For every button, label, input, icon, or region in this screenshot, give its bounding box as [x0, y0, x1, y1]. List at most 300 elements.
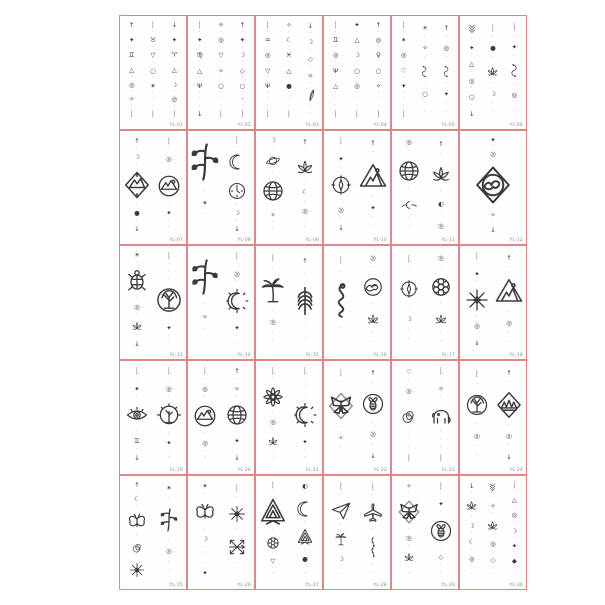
symbol-glyph: ✶: [202, 199, 208, 208]
dot-ornament: ·: [476, 261, 478, 267]
dot-ornament: ·: [136, 554, 138, 560]
lotus-icon: [267, 435, 279, 447]
symbol-glyph: ♓: [286, 51, 292, 60]
dot-ornament: ·: [372, 301, 374, 307]
symbol-glyph: ✶: [400, 36, 407, 45]
tattoo-card-yl-03: [255, 15, 323, 130]
symbol-glyph: ↑: [239, 21, 246, 30]
symbol-glyph: ◎: [511, 511, 518, 520]
tattoo-card-yl-06: [459, 15, 527, 130]
dot-ornament: ·: [372, 381, 374, 387]
design-strip: [393, 135, 425, 235]
dot-ornament: ·: [168, 496, 170, 502]
dot-ornament: ◦: [470, 571, 473, 577]
dot-ornament: ·: [377, 44, 380, 50]
symbol-glyph: ↓: [307, 21, 314, 30]
card-label: YL-15: [305, 352, 319, 358]
dot-ornament: ·: [152, 44, 154, 50]
card-label: YL-10: [373, 237, 387, 243]
symbol-glyph: ◎: [506, 431, 512, 440]
dot-ornament: ·: [513, 53, 516, 59]
scurl-icon: [507, 63, 522, 78]
symbol-glyph: ↑: [443, 23, 450, 32]
dot-ornament: ·: [334, 90, 337, 96]
symbol-glyph: ┊: [339, 256, 343, 264]
lotus-icon: [131, 320, 143, 332]
dot-ornament: ·: [204, 527, 206, 533]
symbol-glyph: ▽: [150, 51, 156, 60]
fern-icon: [289, 285, 321, 317]
dot-ornament: ·: [402, 103, 405, 109]
dot-ornament: ·: [372, 330, 374, 336]
card-label: YL-23: [441, 467, 455, 473]
symbol-glyph: ↑: [302, 137, 308, 146]
dot-ornament: ·: [476, 421, 478, 427]
dot-ornament: ◦: [219, 97, 223, 103]
dot-ornament: ·: [424, 34, 426, 40]
dot-ornament: ·: [334, 29, 337, 35]
symbol-glyph: ☽: [338, 554, 344, 563]
dot-ornament: ·: [272, 449, 274, 455]
dot-ornament: ◦: [491, 110, 495, 115]
dot-ornament: ·: [304, 324, 306, 329]
symbol-glyph: ┊: [491, 23, 495, 32]
design-strip: [325, 250, 357, 350]
dot-ornament: ·: [492, 34, 494, 40]
dot-ornament: ·: [168, 537, 170, 543]
dot-ornament: ·: [272, 489, 274, 495]
dot-ornament: ·: [204, 545, 206, 551]
dot-ornament: ◦: [167, 456, 171, 462]
symbol-glyph: ☀: [422, 23, 428, 32]
symbol-glyph: ◎: [490, 540, 496, 549]
sunmoon-icon: [224, 288, 250, 314]
symbol-glyph: ◎: [338, 206, 344, 215]
design-strip: [461, 20, 482, 120]
symbol-glyph: ♀: [375, 51, 381, 60]
symbol-glyph: ●: [490, 43, 496, 52]
symbol-glyph: ◎: [354, 81, 360, 90]
dot-ornament: ·: [288, 44, 290, 50]
design-strip: [257, 135, 289, 235]
tattoo-card-yl-07: [119, 130, 187, 245]
design-strip: [289, 135, 321, 235]
starburst-icon: [228, 505, 246, 523]
symbol-glyph: ◇: [307, 55, 313, 64]
dot-ornament: ·: [372, 562, 374, 568]
symbol-glyph: ◐: [302, 481, 308, 490]
dot-ornament: ·: [236, 172, 238, 178]
dot-ornament: ·: [440, 189, 442, 195]
symbol-glyph: ◎: [202, 384, 208, 393]
dot-ornament: ·: [408, 378, 410, 384]
butterfly-icon: [126, 511, 148, 533]
dot-ornament: ·: [340, 165, 342, 171]
symbol-glyph: ✦: [166, 438, 172, 447]
dot-ornament: ·: [220, 90, 222, 96]
symbol-glyph: ↓: [196, 110, 203, 119]
dot-ornament: ·: [492, 533, 494, 539]
symbol-glyph: ☼: [307, 71, 314, 80]
design-strip: [300, 20, 321, 120]
dot-ornament: ·: [168, 394, 170, 400]
design-strip: [425, 135, 457, 235]
symbol-glyph: ↑: [134, 136, 140, 145]
dot-ornament: ◦: [444, 110, 448, 115]
dot-ornament: ·: [173, 44, 176, 50]
dot-ornament: ·: [424, 54, 426, 60]
symbol-glyph: △: [354, 36, 360, 45]
dot-ornament: ·: [492, 101, 494, 106]
arrowsx-icon: [227, 537, 247, 557]
symbol-glyph: ○: [375, 66, 382, 75]
dot-ornament: ·: [440, 563, 442, 569]
dot-ornament: ·: [508, 380, 510, 386]
beecircle-icon: [429, 519, 453, 543]
tattoo-card-yl-02: [187, 15, 255, 130]
card-label: YL-13: [169, 352, 183, 358]
dot-ornament: ·: [136, 376, 138, 382]
dot-ornament: ·: [304, 448, 306, 454]
dot-ornament: ◦: [334, 97, 337, 103]
design-strip: [425, 480, 457, 580]
card-label: YL-05: [441, 122, 455, 128]
symbol-glyph: ☾: [134, 495, 140, 504]
symbol-glyph: ✧: [406, 481, 412, 490]
dot-ornament: ·: [236, 333, 238, 339]
dot-ornament: ·: [168, 261, 170, 267]
tattoo-card-yl-25: [119, 475, 187, 590]
symbol-glyph: ◎: [332, 51, 339, 60]
tattoo-card-yl-27: [255, 475, 323, 590]
dot-ornament: ·: [198, 29, 201, 35]
dot-ornament: ·: [168, 376, 170, 382]
dot-ornament: ◦: [355, 97, 359, 103]
dot-ornament: ◦: [439, 339, 443, 345]
tattoo-card-yl-19: [119, 360, 187, 475]
card-label: YL-30: [509, 582, 523, 588]
design-strip: [189, 365, 221, 465]
dot-ornament: ·: [372, 420, 374, 426]
dot-ornament: ·: [173, 103, 176, 109]
dot-ornament: ·: [440, 265, 442, 271]
tattoo-card-yl-04: [323, 15, 391, 130]
dot-ornament: ·: [304, 148, 306, 154]
symbol-glyph: ☼: [438, 385, 444, 394]
symbol-glyph: ┊: [197, 21, 202, 30]
dot-ornament: ·: [408, 216, 410, 222]
dot-ornament: ·: [372, 215, 374, 221]
compass-icon: [330, 174, 352, 196]
symbol-glyph: ┊: [235, 252, 239, 261]
dot-ornament: ·: [236, 202, 238, 208]
card-label: YL-25: [169, 582, 183, 588]
design-strip: [504, 20, 525, 120]
dot-ornament: ·: [424, 81, 426, 86]
symbol-glyph: ✦: [370, 203, 376, 212]
design-strip: [325, 365, 357, 465]
symbol-glyph: ↑: [438, 139, 444, 148]
design-strip: [414, 20, 435, 120]
symbol-glyph: ◎: [202, 438, 208, 447]
dot-ornament: ·: [340, 147, 342, 153]
dot-ornament: ·: [492, 54, 494, 60]
dot-ornament: ·: [470, 530, 473, 536]
card-label: YL-27: [305, 582, 319, 588]
card-label: YL-06: [509, 122, 523, 128]
dot-ornament: ·: [513, 504, 516, 510]
dot-ornament: ·: [173, 74, 176, 80]
dot-ornament: ·: [513, 520, 516, 526]
dot-ornament: ·: [204, 188, 206, 194]
design-strip: [221, 250, 253, 350]
dot-ornament: ·: [272, 410, 274, 416]
symbol-glyph: ┊: [439, 367, 443, 376]
card-label: YL-17: [441, 352, 455, 358]
dot-ornament: ◦: [203, 456, 207, 462]
symbol-glyph: ☽: [468, 521, 475, 530]
design-strip: [425, 250, 457, 350]
symbol-glyph: △: [469, 60, 475, 69]
dot-ornament: ·: [372, 442, 374, 448]
symbol-glyph: ●: [302, 554, 308, 563]
dot-ornament: ·: [204, 376, 206, 382]
dot-ornament: ·: [198, 60, 201, 66]
dot-ornament: ·: [372, 526, 374, 532]
symbol-glyph: ♊: [332, 36, 339, 45]
symbol-glyph: ◎: [302, 207, 308, 216]
symbol-glyph: ┊: [401, 21, 406, 30]
card-label: YL-11: [441, 237, 455, 243]
dot-ornament: ·: [309, 104, 312, 110]
symbol-glyph: ┊: [135, 367, 139, 376]
lotus-icon: [465, 499, 478, 512]
dot-ornament: ·: [236, 316, 238, 322]
symbol-glyph: ┊: [235, 483, 239, 492]
dot-ornament: ·: [168, 277, 170, 283]
dot-ornament: ·: [152, 60, 154, 66]
dot-ornament: ·: [272, 550, 274, 556]
dot-ornament: ·: [136, 145, 138, 151]
symbol-glyph: ●: [134, 208, 140, 217]
dot-ornament: ·: [402, 29, 405, 35]
chevrons-icon: [466, 23, 478, 35]
dot-ornament: ◦: [407, 338, 411, 344]
symbol-glyph: ↑: [370, 369, 376, 378]
design-strip: [221, 480, 253, 580]
dot-ornament: ◦: [266, 97, 269, 103]
symbol-glyph: ↓: [490, 225, 496, 234]
globe-icon: [397, 159, 421, 183]
dot-ornament: ·: [204, 492, 206, 498]
dot-ornament: ·: [288, 90, 290, 96]
dot-ornament: ◦: [303, 336, 307, 342]
dot-ornament: ·: [492, 494, 494, 500]
symbol-glyph: ☽: [270, 136, 276, 145]
feather-icon: [304, 89, 317, 102]
dot-ornament: ◦: [203, 553, 207, 559]
symbol-glyph: ◎: [270, 318, 276, 327]
dot-ornament: ·: [266, 103, 269, 109]
card-label: YL-03: [305, 122, 319, 128]
symbol-glyph: ┊: [167, 252, 171, 261]
symbol-glyph: ✧: [128, 95, 135, 104]
dot-ornament: ◦: [402, 97, 405, 103]
tattoo-card-yl-05: [391, 15, 459, 130]
dot-ornament: ·: [136, 429, 138, 435]
lotus-icon: [403, 551, 415, 563]
dot-ornament: ◦: [512, 110, 516, 116]
tattoo-card-yl-01: [119, 15, 187, 130]
symbol-glyph: ┊: [339, 137, 343, 146]
dot-ornament: ·: [204, 431, 206, 437]
dot-ornament: ◦: [371, 570, 375, 576]
dot-ornament: ·: [377, 90, 380, 96]
symbol-glyph: ▽: [270, 557, 276, 566]
symbol-glyph: ✦: [511, 42, 518, 51]
symbol-glyph: ♍: [196, 51, 203, 60]
dot-ornament: ·: [408, 526, 410, 532]
snake-icon: [323, 282, 360, 320]
design-strip: [461, 365, 493, 465]
symbol-glyph: ▽: [218, 51, 224, 60]
symbol-glyph: ✶: [202, 482, 208, 491]
dot-ornament: ·: [236, 446, 238, 452]
elephant-icon: [429, 404, 453, 428]
symbol-glyph: ◎: [166, 154, 172, 163]
dot-ornament: ·: [476, 443, 478, 449]
dot-ornament: ·: [288, 75, 290, 81]
symbol-glyph: ┊: [407, 255, 411, 264]
dot-ornament: ·: [220, 103, 222, 109]
symbol-glyph: ◐: [438, 199, 444, 208]
design-strip: [232, 20, 253, 120]
symbol-glyph: ┊: [271, 481, 275, 490]
lotus-icon: [486, 65, 499, 78]
dot-ornament: ◦: [308, 111, 312, 117]
dot-ornament: ·: [304, 393, 306, 399]
symbol-glyph: ▽: [265, 66, 271, 75]
design-strip: [121, 365, 153, 465]
dot-ornament: ·: [309, 81, 312, 87]
symbol-glyph: ✦: [166, 323, 172, 332]
tattoo-card-yl-16: [323, 245, 391, 360]
dot-ornament: ·: [470, 102, 473, 108]
dot-ornament: ·: [408, 186, 410, 192]
dot-ornament: ◦: [167, 269, 171, 275]
symbol-glyph: ┊: [167, 137, 171, 146]
crescent-icon: [228, 153, 246, 171]
rose-icon: [131, 541, 144, 554]
dot-ornament: ·: [304, 198, 306, 204]
dot-ornament: ·: [372, 194, 374, 200]
design-strip: [153, 135, 185, 235]
symbol-glyph: ┊: [287, 110, 291, 119]
dot-ornament: ·: [272, 565, 274, 571]
dot-ornament: ·: [173, 89, 176, 95]
card-label: YL-08: [237, 237, 251, 243]
mandala-icon: [266, 536, 280, 550]
symbol-glyph: ↓: [468, 481, 475, 490]
dot-ornament: ·: [356, 29, 358, 35]
dot-ornament: ·: [130, 103, 133, 109]
route-icon: [361, 536, 385, 560]
design-strip: [461, 480, 482, 580]
branch-icon: [156, 507, 182, 533]
dot-ornament: ·: [402, 75, 405, 81]
design-strip: [257, 250, 289, 350]
dot-ornament: ·: [470, 547, 473, 553]
tattoo-card-yl-08: [187, 130, 255, 245]
dot-ornament: ·: [272, 145, 274, 151]
symbol-glyph: ○: [150, 66, 156, 75]
dot-ornament: ·: [470, 36, 473, 42]
dot-ornament: ·: [408, 490, 410, 496]
dot-ornament: ·: [266, 60, 269, 66]
symbol-glyph: Ψ: [197, 81, 203, 90]
design-strip: [461, 250, 493, 350]
dot-ornament: ·: [220, 75, 222, 81]
dot-ornament: ·: [173, 29, 176, 35]
dot-ornament: ·: [272, 376, 274, 382]
design-strip: [289, 480, 321, 580]
symbol-glyph: ☽: [354, 51, 360, 60]
dot-ornament: ·: [272, 308, 274, 314]
dot-ornament: ·: [173, 59, 176, 65]
dot-ornament: ·: [136, 503, 138, 509]
symbol-glyph: ○: [468, 93, 475, 102]
symbol-glyph: ↓: [171, 20, 178, 29]
dot-ornament: ·: [236, 526, 238, 532]
symbol-glyph: ◎: [406, 387, 412, 395]
symbol-glyph: ┊: [475, 252, 479, 261]
dot-ornament: ·: [445, 54, 448, 60]
symbol-glyph: ◎: [443, 43, 450, 52]
dot-ornament: ·: [492, 158, 494, 164]
dot-ornament: ·: [130, 29, 133, 35]
symbol-glyph: ✦: [468, 43, 475, 52]
dot-ornament: ·: [272, 204, 274, 210]
symbol-glyph: ┊: [151, 21, 155, 30]
symbol-glyph: ✧: [422, 43, 428, 52]
tattoo-card-yl-23: [391, 360, 459, 475]
dot-ornament: ·: [470, 491, 473, 497]
dot-ornament: ·: [266, 44, 269, 50]
dot-ornament: ·: [424, 101, 426, 106]
dot-ornament: ·: [241, 29, 244, 35]
design-strip: [482, 480, 503, 580]
dot-ornament: ◦: [287, 97, 291, 103]
symbol-glyph: ○: [354, 66, 360, 75]
dot-ornament: ·: [445, 34, 448, 40]
dot-ornament: ·: [236, 560, 238, 566]
dot-ornament: ·: [304, 217, 306, 223]
symbol-glyph: ☽: [234, 209, 240, 218]
symbol-glyph: ✦: [474, 269, 480, 278]
dot-ornament: ·: [236, 376, 238, 382]
diamondwave-icon: [474, 166, 512, 204]
paperplane-icon: [330, 500, 352, 522]
symbol-glyph: ◎: [438, 253, 444, 262]
dot-ornament: ·: [241, 90, 244, 96]
symbol-glyph: ☽: [511, 526, 518, 535]
symbol-glyph: ☽: [171, 80, 178, 89]
dot-ornament: ·: [492, 510, 494, 516]
dot-ornament: ·: [204, 212, 206, 218]
dot-ornament: ◦: [339, 454, 343, 460]
symbol-glyph: ◆: [511, 557, 517, 566]
symbol-glyph: ┊: [303, 367, 307, 376]
